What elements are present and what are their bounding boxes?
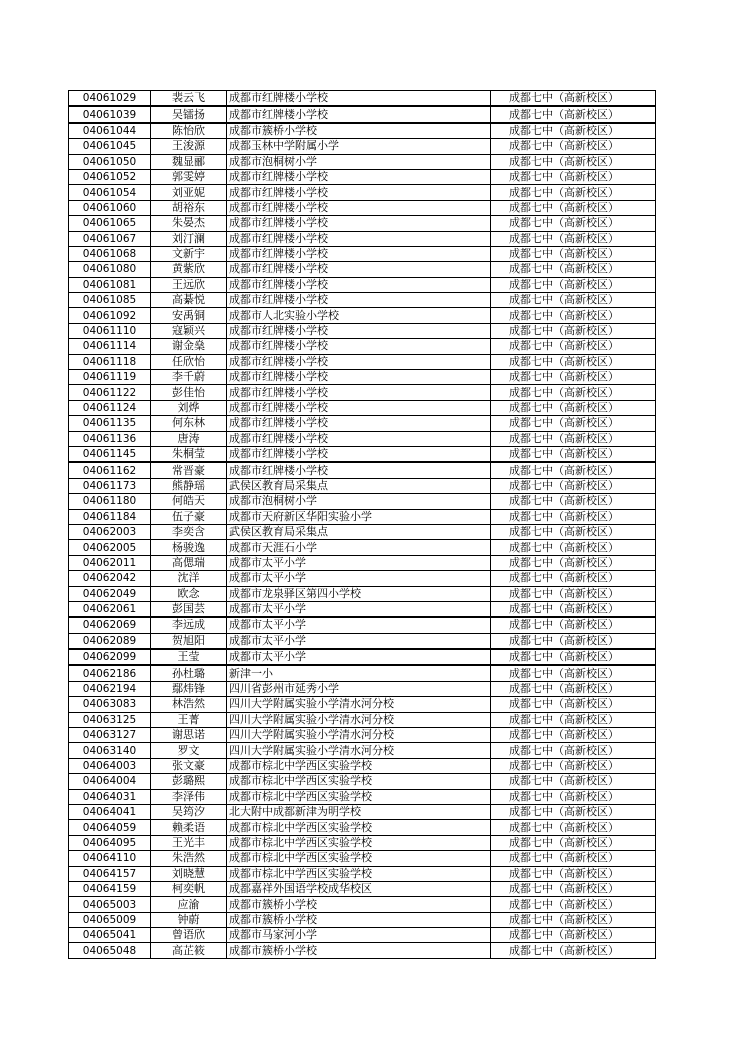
- school-cell: 成都市红牌楼小学校: [227, 354, 491, 369]
- student-id-cell: 04061173: [69, 478, 151, 493]
- student-id-cell: 04062011: [69, 555, 151, 570]
- destination-cell: 成都七中（高新校区）: [491, 200, 656, 215]
- school-cell: 成都市红牌楼小学校: [227, 446, 491, 462]
- table-row: [69, 601, 656, 617]
- table-row: [69, 804, 656, 819]
- student-id-cell: 04062061: [69, 601, 151, 617]
- student-id-cell: 04062099: [69, 649, 151, 665]
- table-row: [69, 462, 656, 478]
- student-name-cell: 朱桐莹: [151, 446, 227, 462]
- student-name-cell: 彭国芸: [151, 601, 227, 617]
- student-id-cell: 04064003: [69, 758, 151, 773]
- student-name-cell: 郭雯婷: [151, 169, 227, 184]
- student-name-cell: 文新宇: [151, 246, 227, 261]
- student-id-cell: 04062003: [69, 524, 151, 539]
- student-id-cell: 04062069: [69, 617, 151, 633]
- school-cell: 成都市棕北中学西区实验学校: [227, 774, 491, 789]
- destination-cell: 成都七中（高新校区）: [491, 308, 656, 323]
- school-cell: 成都市红牌楼小学校: [227, 200, 491, 215]
- student-name-cell: 熊静瑶: [151, 478, 227, 493]
- student-id-cell: 04065048: [69, 943, 151, 958]
- student-id-cell: 04061135: [69, 416, 151, 431]
- school-cell: 成都市太平小学: [227, 555, 491, 570]
- destination-cell: 成都七中（高新校区）: [491, 509, 656, 524]
- school-cell: 北大附中成都新津为明学校: [227, 804, 491, 819]
- student-id-cell: 04061118: [69, 354, 151, 369]
- table-row: [69, 323, 656, 338]
- student-name-cell: 魏显郦: [151, 154, 227, 169]
- school-cell: 新津一小: [227, 665, 491, 681]
- student-name-cell: 陈怡欣: [151, 123, 227, 139]
- student-name-cell: 伍子豪: [151, 509, 227, 524]
- student-id-cell: 04061136: [69, 431, 151, 446]
- student-id-cell: 04061060: [69, 200, 151, 215]
- destination-cell: 成都七中（高新校区）: [491, 835, 656, 850]
- table-row: [69, 524, 656, 539]
- table-row: [69, 789, 656, 804]
- destination-cell: 成都七中（高新校区）: [491, 139, 656, 154]
- student-id-cell: 04061039: [69, 106, 151, 122]
- table-row: [69, 712, 656, 727]
- student-id-cell: 04061145: [69, 446, 151, 462]
- student-id-cell: 04064110: [69, 851, 151, 866]
- student-id-cell: 04062049: [69, 586, 151, 601]
- destination-cell: 成都七中（高新校区）: [491, 774, 656, 789]
- table-row: [69, 308, 656, 323]
- table-row: [69, 478, 656, 493]
- student-id-cell: 04062089: [69, 633, 151, 649]
- destination-cell: 成都七中（高新校区）: [491, 246, 656, 261]
- table-row: [69, 728, 656, 743]
- student-name-cell: 刘晓慧: [151, 866, 227, 881]
- school-cell: 成都市红牌楼小学校: [227, 431, 491, 446]
- table-row: [69, 820, 656, 835]
- student-name-cell: 寇颖兴: [151, 323, 227, 338]
- destination-cell: 成都七中（高新校区）: [491, 743, 656, 758]
- table-row: [69, 370, 656, 385]
- student-name-cell: 罗文: [151, 743, 227, 758]
- table-row: [69, 123, 656, 139]
- student-name-cell: 吴镭扬: [151, 106, 227, 122]
- student-id-cell: 04065041: [69, 928, 151, 943]
- destination-cell: 成都七中（高新校区）: [491, 555, 656, 570]
- table-row: [69, 835, 656, 850]
- school-cell: 成都玉林中学附属小学: [227, 139, 491, 154]
- student-name-cell: 张文豪: [151, 758, 227, 773]
- destination-cell: 成都七中（高新校区）: [491, 804, 656, 819]
- school-cell: 成都市龙泉驿区第四小学校: [227, 586, 491, 601]
- school-cell: 成都市红牌楼小学校: [227, 277, 491, 292]
- school-cell: 成都市簇桥小学校: [227, 912, 491, 927]
- student-id-cell: 04061081: [69, 277, 151, 292]
- student-name-cell: 李泽伟: [151, 789, 227, 804]
- school-cell: 成都市泡桐树小学: [227, 154, 491, 169]
- student-id-cell: 04064004: [69, 774, 151, 789]
- table-row: [69, 665, 656, 681]
- student-name-cell: 应渝: [151, 897, 227, 912]
- table-row: [69, 571, 656, 586]
- student-id-cell: 04061067: [69, 231, 151, 246]
- destination-cell: 成都七中（高新校区）: [491, 912, 656, 927]
- destination-cell: 成都七中（高新校区）: [491, 339, 656, 354]
- school-cell: 四川大学附属实验小学清水河分校: [227, 728, 491, 743]
- student-name-cell: 胡裕东: [151, 200, 227, 215]
- school-cell: 成都市天府新区华阳实验小学: [227, 509, 491, 524]
- table-row: [69, 339, 656, 354]
- student-name-cell: 赖柔语: [151, 820, 227, 835]
- school-cell: 成都市红牌楼小学校: [227, 323, 491, 338]
- destination-cell: 成都七中（高新校区）: [491, 446, 656, 462]
- table-row: [69, 851, 656, 866]
- school-cell: 成都市太平小学: [227, 571, 491, 586]
- table-row: [69, 494, 656, 509]
- school-cell: 成都市太平小学: [227, 601, 491, 617]
- school-cell: 四川大学附属实验小学清水河分校: [227, 743, 491, 758]
- student-name-cell: 刘烨: [151, 400, 227, 415]
- student-name-cell: 谢金燊: [151, 339, 227, 354]
- destination-cell: 成都七中（高新校区）: [491, 681, 656, 696]
- table-row: [69, 446, 656, 462]
- school-cell: 成都市棕北中学西区实验学校: [227, 789, 491, 804]
- destination-cell: 成都七中（高新校区）: [491, 262, 656, 277]
- student-name-cell: 王菁: [151, 712, 227, 727]
- student-name-cell: 贺旭阳: [151, 633, 227, 649]
- school-cell: 成都市红牌楼小学校: [227, 370, 491, 385]
- table-row: [69, 586, 656, 601]
- school-cell: 四川大学附属实验小学清水河分校: [227, 712, 491, 727]
- school-cell: 成都市红牌楼小学校: [227, 262, 491, 277]
- destination-cell: 成都七中（高新校区）: [491, 323, 656, 338]
- school-cell: 成都市天涯石小学: [227, 540, 491, 555]
- table-row: [69, 293, 656, 308]
- table-row: [69, 649, 656, 665]
- table-row: [69, 555, 656, 570]
- table-row: [69, 774, 656, 789]
- student-id-cell: 04061180: [69, 494, 151, 509]
- destination-cell: 成都七中（高新校区）: [491, 462, 656, 478]
- student-name-cell: 朱晏杰: [151, 216, 227, 231]
- table-row: [69, 431, 656, 446]
- table-row: [69, 928, 656, 943]
- table-row: [69, 354, 656, 369]
- student-id-cell: 04061085: [69, 293, 151, 308]
- student-name-cell: 刘亚妮: [151, 185, 227, 200]
- student-name-cell: 王浚源: [151, 139, 227, 154]
- school-cell: 成都市红牌楼小学校: [227, 106, 491, 122]
- student-name-cell: 鄢炜锋: [151, 681, 227, 696]
- table-row: [69, 633, 656, 649]
- school-cell: 成都市棕北中学西区实验学校: [227, 820, 491, 835]
- school-cell: 四川省彭州市延秀小学: [227, 681, 491, 696]
- school-cell: 成都市红牌楼小学校: [227, 462, 491, 478]
- student-name-cell: 林浩然: [151, 697, 227, 712]
- table-row: [69, 216, 656, 231]
- student-name-cell: 黄紫欣: [151, 262, 227, 277]
- destination-cell: 成都七中（高新校区）: [491, 633, 656, 649]
- school-cell: 武侯区教育局采集点: [227, 478, 491, 493]
- destination-cell: 成都七中（高新校区）: [491, 354, 656, 369]
- school-cell: 成都市红牌楼小学校: [227, 216, 491, 231]
- admission-table-body: [69, 91, 656, 959]
- destination-cell: 成都七中（高新校区）: [491, 524, 656, 539]
- student-name-cell: 李千蔚: [151, 370, 227, 385]
- destination-cell: 成都七中（高新校区）: [491, 540, 656, 555]
- destination-cell: 成都七中（高新校区）: [491, 728, 656, 743]
- student-name-cell: 王远欣: [151, 277, 227, 292]
- student-name-cell: 刘汀澜: [151, 231, 227, 246]
- destination-cell: 成都七中（高新校区）: [491, 881, 656, 896]
- destination-cell: 成都七中（高新校区）: [491, 106, 656, 122]
- school-cell: 成都市棕北中学西区实验学校: [227, 835, 491, 850]
- admission-table: [68, 90, 656, 959]
- destination-cell: 成都七中（高新校区）: [491, 586, 656, 601]
- student-id-cell: 04061119: [69, 370, 151, 385]
- student-id-cell: 04061065: [69, 216, 151, 231]
- student-name-cell: 裴云飞: [151, 91, 227, 107]
- student-id-cell: 04064095: [69, 835, 151, 850]
- student-id-cell: 04061068: [69, 246, 151, 261]
- student-id-cell: 04065009: [69, 912, 151, 927]
- destination-cell: 成都七中（高新校区）: [491, 154, 656, 169]
- destination-cell: 成都七中（高新校区）: [491, 370, 656, 385]
- student-name-cell: 王莹: [151, 649, 227, 665]
- student-id-cell: 04063083: [69, 697, 151, 712]
- destination-cell: 成都七中（高新校区）: [491, 216, 656, 231]
- student-name-cell: 高綦悦: [151, 293, 227, 308]
- table-row: [69, 185, 656, 200]
- school-cell: 成都市红牌楼小学校: [227, 293, 491, 308]
- student-id-cell: 04061052: [69, 169, 151, 184]
- table-row: [69, 385, 656, 400]
- table-row: [69, 509, 656, 524]
- school-cell: 武侯区教育局采集点: [227, 524, 491, 539]
- student-id-cell: 04064159: [69, 881, 151, 896]
- student-id-cell: 04062005: [69, 540, 151, 555]
- student-id-cell: 04061050: [69, 154, 151, 169]
- school-cell: 成都市红牌楼小学校: [227, 400, 491, 415]
- destination-cell: 成都七中（高新校区）: [491, 571, 656, 586]
- table-row: [69, 617, 656, 633]
- school-cell: 成都市马家河小学: [227, 928, 491, 943]
- table-row: [69, 169, 656, 184]
- destination-cell: 成都七中（高新校区）: [491, 123, 656, 139]
- student-name-cell: 彭佳怡: [151, 385, 227, 400]
- school-cell: 成都市太平小学: [227, 649, 491, 665]
- student-id-cell: 04061045: [69, 139, 151, 154]
- school-cell: 成都市人北实验小学校: [227, 308, 491, 323]
- table-row: [69, 139, 656, 154]
- school-cell: 成都市红牌楼小学校: [227, 416, 491, 431]
- school-cell: 成都市簇桥小学校: [227, 897, 491, 912]
- student-name-cell: 李远成: [151, 617, 227, 633]
- destination-cell: 成都七中（高新校区）: [491, 617, 656, 633]
- school-cell: 成都市簇桥小学校: [227, 123, 491, 139]
- destination-cell: 成都七中（高新校区）: [491, 277, 656, 292]
- school-cell: 成都市泡桐树小学: [227, 494, 491, 509]
- school-cell: 成都市红牌楼小学校: [227, 339, 491, 354]
- student-name-cell: 钟蔚: [151, 912, 227, 927]
- student-id-cell: 04065003: [69, 897, 151, 912]
- table-row: [69, 540, 656, 555]
- student-name-cell: 安禹铜: [151, 308, 227, 323]
- student-id-cell: 04061080: [69, 262, 151, 277]
- destination-cell: 成都七中（高新校区）: [491, 293, 656, 308]
- student-id-cell: 04061184: [69, 509, 151, 524]
- destination-cell: 成都七中（高新校区）: [491, 416, 656, 431]
- student-id-cell: 04061114: [69, 339, 151, 354]
- destination-cell: 成都七中（高新校区）: [491, 851, 656, 866]
- destination-cell: 成都七中（高新校区）: [491, 478, 656, 493]
- destination-cell: 成都七中（高新校区）: [491, 185, 656, 200]
- table-row: [69, 416, 656, 431]
- table-row: [69, 154, 656, 169]
- student-id-cell: 04063127: [69, 728, 151, 743]
- destination-cell: 成都七中（高新校区）: [491, 601, 656, 617]
- school-cell: 成都市太平小学: [227, 617, 491, 633]
- table-row: [69, 912, 656, 927]
- destination-cell: 成都七中（高新校区）: [491, 231, 656, 246]
- table-row: [69, 231, 656, 246]
- school-cell: 成都市红牌楼小学校: [227, 185, 491, 200]
- school-cell: 四川大学附属实验小学清水河分校: [227, 697, 491, 712]
- school-cell: 成都市红牌楼小学校: [227, 385, 491, 400]
- student-id-cell: 04061122: [69, 385, 151, 400]
- table-row: [69, 943, 656, 958]
- destination-cell: 成都七中（高新校区）: [491, 649, 656, 665]
- table-row: [69, 743, 656, 758]
- student-name-cell: 杨骏逸: [151, 540, 227, 555]
- student-id-cell: 04061029: [69, 91, 151, 107]
- table-row: [69, 681, 656, 696]
- destination-cell: 成都七中（高新校区）: [491, 928, 656, 943]
- destination-cell: 成都七中（高新校区）: [491, 91, 656, 107]
- student-id-cell: 04063140: [69, 743, 151, 758]
- student-id-cell: 04061110: [69, 323, 151, 338]
- table-row: [69, 200, 656, 215]
- school-cell: 成都市红牌楼小学校: [227, 91, 491, 107]
- student-id-cell: 04062194: [69, 681, 151, 696]
- table-row: [69, 897, 656, 912]
- table-row: [69, 866, 656, 881]
- student-id-cell: 04061044: [69, 123, 151, 139]
- student-name-cell: 高偲瑞: [151, 555, 227, 570]
- student-name-cell: 沈洋: [151, 571, 227, 586]
- student-name-cell: 曾语欣: [151, 928, 227, 943]
- school-cell: 成都市簇桥小学校: [227, 943, 491, 958]
- student-id-cell: 04061162: [69, 462, 151, 478]
- school-cell: 成都市红牌楼小学校: [227, 231, 491, 246]
- student-id-cell: 04062042: [69, 571, 151, 586]
- destination-cell: 成都七中（高新校区）: [491, 665, 656, 681]
- student-id-cell: 04064041: [69, 804, 151, 819]
- destination-cell: 成都七中（高新校区）: [491, 400, 656, 415]
- destination-cell: 成都七中（高新校区）: [491, 866, 656, 881]
- student-id-cell: 04061054: [69, 185, 151, 200]
- table-row: [69, 91, 656, 107]
- student-name-cell: 唐涛: [151, 431, 227, 446]
- destination-cell: 成都七中（高新校区）: [491, 758, 656, 773]
- student-name-cell: 李奕含: [151, 524, 227, 539]
- student-name-cell: 柯奕帆: [151, 881, 227, 896]
- student-id-cell: 04062186: [69, 665, 151, 681]
- destination-cell: 成都七中（高新校区）: [491, 385, 656, 400]
- table-row: [69, 246, 656, 261]
- student-id-cell: 04064157: [69, 866, 151, 881]
- student-id-cell: 04064059: [69, 820, 151, 835]
- destination-cell: 成都七中（高新校区）: [491, 169, 656, 184]
- student-name-cell: 何皓天: [151, 494, 227, 509]
- school-cell: 成都市棕北中学西区实验学校: [227, 866, 491, 881]
- school-cell: 成都市太平小学: [227, 633, 491, 649]
- destination-cell: 成都七中（高新校区）: [491, 431, 656, 446]
- destination-cell: 成都七中（高新校区）: [491, 897, 656, 912]
- student-name-cell: 朱浩然: [151, 851, 227, 866]
- school-cell: 成都市棕北中学西区实验学校: [227, 851, 491, 866]
- student-name-cell: 欧念: [151, 586, 227, 601]
- destination-cell: 成都七中（高新校区）: [491, 494, 656, 509]
- table-row: [69, 277, 656, 292]
- student-id-cell: 04064031: [69, 789, 151, 804]
- student-name-cell: 彭璐熙: [151, 774, 227, 789]
- destination-cell: 成都七中（高新校区）: [491, 697, 656, 712]
- student-id-cell: 04061124: [69, 400, 151, 415]
- student-name-cell: 王光丰: [151, 835, 227, 850]
- student-id-cell: 04061092: [69, 308, 151, 323]
- table-row: [69, 400, 656, 415]
- destination-cell: 成都七中（高新校区）: [491, 712, 656, 727]
- school-cell: 成都市红牌楼小学校: [227, 246, 491, 261]
- destination-cell: 成都七中（高新校区）: [491, 789, 656, 804]
- school-cell: 成都市棕北中学西区实验学校: [227, 758, 491, 773]
- student-name-cell: 吴筠汐: [151, 804, 227, 819]
- destination-cell: 成都七中（高新校区）: [491, 820, 656, 835]
- table-row: [69, 758, 656, 773]
- student-name-cell: 何东林: [151, 416, 227, 431]
- table-row: [69, 697, 656, 712]
- school-cell: 成都市红牌楼小学校: [227, 169, 491, 184]
- student-name-cell: 任欣怡: [151, 354, 227, 369]
- student-name-cell: 孙杜璐: [151, 665, 227, 681]
- student-name-cell: 常晋豪: [151, 462, 227, 478]
- student-name-cell: 谢思诺: [151, 728, 227, 743]
- table-row: [69, 881, 656, 896]
- table-row: [69, 106, 656, 122]
- student-name-cell: 高芷筱: [151, 943, 227, 958]
- destination-cell: 成都七中（高新校区）: [491, 943, 656, 958]
- school-cell: 成都嘉祥外国语学校成华校区: [227, 881, 491, 896]
- student-id-cell: 04063125: [69, 712, 151, 727]
- table-row: [69, 262, 656, 277]
